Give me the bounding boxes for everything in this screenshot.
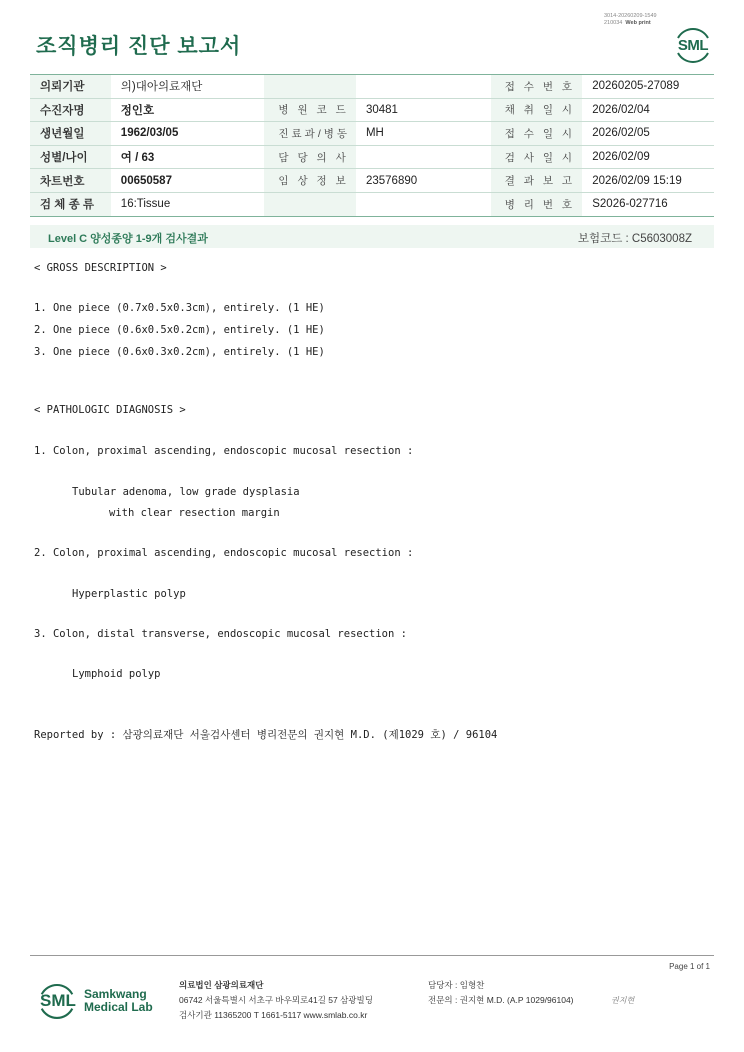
specialist-name: 권지현 M.D. (A.P 1029/96104) bbox=[459, 995, 574, 1005]
gross-header: < GROSS DESCRIPTION > bbox=[34, 262, 167, 274]
info-row bbox=[30, 192, 714, 216]
organization-info bbox=[179, 978, 373, 1023]
diagnosis-finding: Lymphoid polyp bbox=[72, 668, 161, 680]
diagnosis-item: 1. Colon, proximal ascending, endoscopic mucosal resection : bbox=[34, 445, 414, 457]
staff-label: 담당자 : bbox=[428, 980, 458, 990]
info-label: 검 사 일 시 bbox=[491, 145, 582, 169]
info-label: 접 수 일 시 bbox=[491, 122, 582, 146]
info-label: 임 상 정 보 bbox=[264, 169, 356, 193]
doc-id-line2 bbox=[604, 20, 657, 27]
footer-logo bbox=[36, 980, 156, 1026]
page-number: Page 1 of 1 bbox=[669, 962, 710, 971]
logo-text: SML bbox=[677, 37, 709, 54]
sml-logo bbox=[672, 24, 714, 66]
logo-text: SML bbox=[40, 991, 76, 1010]
gross-item: 2. One piece (0.6x0.5x0.2cm), entirely. (1 HE) bbox=[34, 324, 325, 336]
info-label: 성별/나이 bbox=[30, 145, 111, 169]
gross-item: 1. One piece (0.7x0.5x0.3cm), entirely. (1 HE) bbox=[34, 302, 325, 314]
info-value: 00650587 bbox=[111, 169, 265, 193]
info-value: 1962/03/05 bbox=[111, 122, 265, 146]
web-print-label: Web print bbox=[625, 20, 651, 26]
staff-name: 임형찬 bbox=[459, 980, 485, 990]
gross-item: 3. One piece (0.6x0.3x0.2cm), entirely. (1 HE) bbox=[34, 346, 325, 358]
doc-id-number: 210034 bbox=[604, 20, 623, 26]
info-label: 병 원 코 드 bbox=[264, 98, 356, 122]
organization-address: 06742 서울특별시 서초구 바우뫼로41길 57 삼광빌딩 bbox=[179, 995, 373, 1005]
info-value: MH bbox=[356, 122, 491, 146]
logo-name-line2: Medical Lab bbox=[84, 1000, 153, 1014]
document-id bbox=[604, 13, 657, 27]
info-label: 검 체 종 류 bbox=[30, 192, 111, 216]
info-value: 2026/02/04 bbox=[582, 98, 714, 122]
info-label bbox=[264, 192, 356, 216]
info-row bbox=[30, 122, 714, 146]
info-value: S2026-027716 bbox=[582, 192, 714, 216]
info-value: 2026/02/09 bbox=[582, 145, 714, 169]
info-row bbox=[30, 145, 714, 169]
info-label bbox=[264, 75, 356, 99]
organization-contact: 검사기관 11365200 T 1661-5117 www.smlab.co.kr bbox=[179, 1010, 368, 1020]
info-value: 2026/02/05 bbox=[582, 122, 714, 146]
info-row bbox=[30, 169, 714, 193]
patient-info-table bbox=[30, 74, 714, 217]
diagnosis-item: 2. Colon, proximal ascending, endoscopic mucosal resection : bbox=[34, 547, 414, 559]
info-label: 차트번호 bbox=[30, 169, 111, 193]
info-value: 30481 bbox=[356, 98, 491, 122]
diagnosis-finding: Hyperplastic polyp bbox=[72, 588, 186, 600]
diagnosis-item: 3. Colon, distal transverse, endoscopic mucosal resection : bbox=[34, 628, 407, 640]
diagnosis-finding: Tubular adenoma, low grade dysplasia bbox=[72, 486, 300, 498]
info-row bbox=[30, 75, 714, 99]
info-label: 수진자명 bbox=[30, 98, 111, 122]
info-value bbox=[356, 75, 491, 99]
logo-name-line1: Samkwang bbox=[84, 987, 147, 1001]
test-level-bar bbox=[30, 225, 714, 248]
info-value: 23576890 bbox=[356, 169, 491, 193]
info-label: 결 과 보 고 bbox=[491, 169, 582, 193]
specialist-label: 전문의 : bbox=[428, 995, 458, 1005]
organization-name: 의료법인 삼광의료재단 bbox=[179, 980, 264, 990]
info-label: 생년월일 bbox=[30, 122, 111, 146]
logo-name bbox=[84, 988, 153, 1014]
signature: 권지현 bbox=[611, 996, 635, 1005]
info-row bbox=[30, 98, 714, 122]
info-value bbox=[356, 192, 491, 216]
info-label: 병 리 번 호 bbox=[491, 192, 582, 216]
info-value: 의)대아의료재단 bbox=[111, 75, 265, 99]
staff-info bbox=[428, 978, 574, 1008]
info-value: 2026/02/09 15:19 bbox=[582, 169, 714, 193]
diagnosis-finding: with clear resection margin bbox=[109, 507, 280, 519]
info-value: 16:Tissue bbox=[111, 192, 265, 216]
insurance-code: 보험코드 : C5603008Z bbox=[577, 233, 692, 245]
info-label: 의뢰기관 bbox=[30, 75, 111, 99]
info-value: 여 / 63 bbox=[111, 145, 265, 169]
footer-divider bbox=[30, 955, 714, 956]
info-label: 진료과/병동 bbox=[264, 122, 356, 146]
info-label: 담 당 의 사 bbox=[264, 145, 356, 169]
test-level-label: Level C 양성종양 1-9개 검사결과 bbox=[48, 233, 208, 245]
report-title: 조직병리 진단 보고서 bbox=[36, 35, 242, 58]
info-value: 20260205-27089 bbox=[582, 75, 714, 99]
doc-id-line1: 3014-20260209-1549 bbox=[604, 13, 657, 19]
info-label: 접 수 번 호 bbox=[491, 75, 582, 99]
info-value bbox=[356, 145, 491, 169]
reported-by: Reported by : 삼광의료재단 서울검사센터 병리전문의 권지현 M.D. (제1029 호) / 96104 bbox=[34, 729, 498, 741]
diagnosis-header: < PATHOLOGIC DIAGNOSIS > bbox=[34, 404, 186, 416]
info-value: 정인호 bbox=[111, 98, 265, 122]
info-label: 채 취 일 시 bbox=[491, 98, 582, 122]
